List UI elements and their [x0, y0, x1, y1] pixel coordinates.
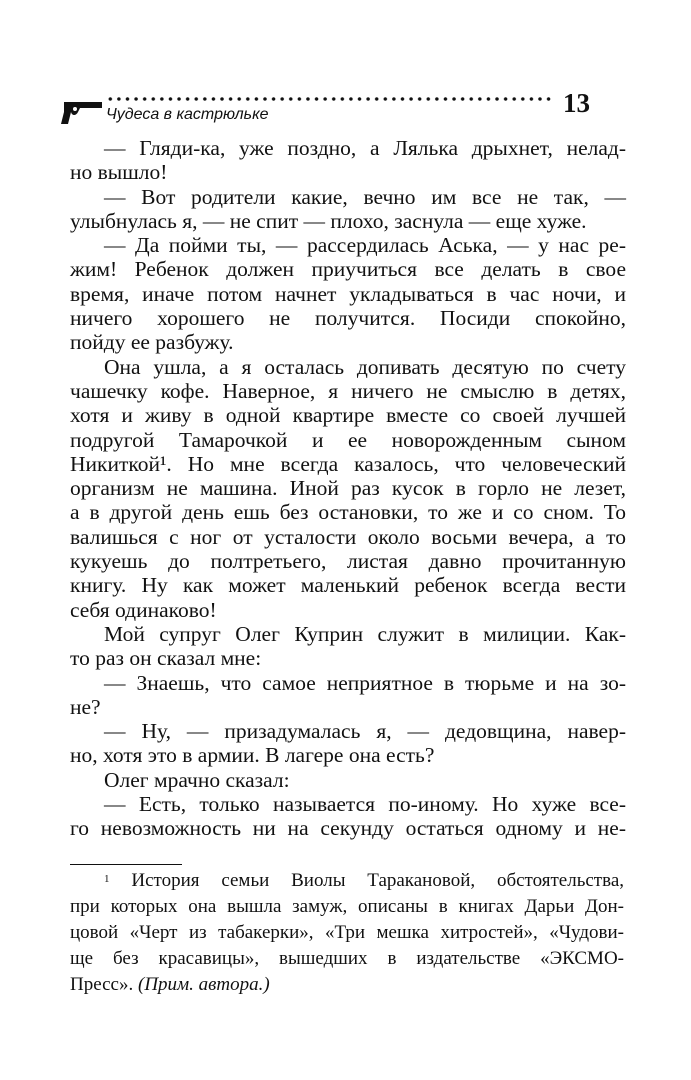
page-number: 13 [563, 88, 590, 118]
author-note: (Прим. автора.) [138, 974, 270, 995]
text-line: а в другой день ешь без остановки, то же и со сном. То [70, 500, 626, 525]
footnote-line: ще без красавицы», вышедших в издательстве «ЭКСМО- [70, 948, 624, 969]
text-line: себя одинаково! [70, 597, 217, 622]
text-line: — Вот родители какие, вечно им все не так, — [104, 184, 626, 209]
text-line: чашечку кофе. Наверное, я ничего не смыслю в детях, [70, 378, 626, 403]
footnote-line: цовой «Черт из табакерки», «Три мешка хитростей», «Чудови- [70, 922, 624, 943]
footnote [70, 868, 624, 998]
text-line: Олег мрачно сказал: [104, 767, 290, 792]
text-line: организм не машина. Иной раз кусок в горло не лезет, [70, 476, 626, 501]
text-line: время, иначе потом начнет укладываться в час ночи, и [70, 281, 626, 306]
text-line: кукуешь до полтретьего, листая давно прочитанную [70, 549, 626, 574]
text-line: Никиткой¹. Но мне всегда казалось, что человеческий [70, 451, 626, 476]
header-dot-leader [106, 96, 554, 102]
text-line: ничего хорошего не получится. Посиди спокойно, [70, 306, 626, 331]
text-line: но вышло! [70, 160, 168, 185]
footnote-line [70, 868, 624, 894]
text-line: Она ушла, а я осталась допивать десятую по счету [104, 354, 626, 379]
text-line: улыбнулась я, — не спит — плохо, заснула — еще хуже. [70, 208, 587, 233]
revolver-icon [60, 98, 104, 126]
running-title: Чудеса в кастрюльке [106, 106, 269, 123]
text-line: — Ну, — призадумалась я, — дедовщина, навер- [104, 719, 626, 744]
text-line: валишься с ног от усталости около восьми вечера, а то [70, 524, 626, 549]
text-line: хотя и живу в одной квартире вместе со своей лучшей [70, 403, 626, 428]
text-line: подругой Тамарочкой и ее новорожденным сыном [70, 427, 626, 452]
text-line: книгу. Ну как может маленький ребенок всегда вести [70, 573, 626, 598]
footnote-text: История семьи Виолы Таракановой, обстоятельства, [131, 870, 625, 891]
text-line: — Есть, только называется по-иному. Но хуже все- [104, 792, 626, 817]
text-line: го невозможность ни на секунду остаться одному и не- [70, 816, 626, 841]
text-line: — Гляди-ка, уже поздно, а Лялька дрыхнет, нелад- [104, 136, 626, 160]
footnote-line: при которых она вышла замуж, описаны в книгах Дарьи Дон- [70, 896, 624, 917]
footnote-marker: 1 [104, 873, 110, 885]
text-line: пойду ее разбужу. [70, 330, 234, 355]
text-line: Мой супруг Олег Куприн служит в милиции. Как- [104, 621, 626, 646]
footnote-rule [70, 864, 182, 865]
text-line: жим! Ребенок должен приучиться все делать в свое [70, 257, 626, 282]
text-line: — Да пойми ты, — рассердилась Аська, — у нас ре- [104, 233, 626, 258]
text-line: то раз он сказал мне: [70, 646, 262, 671]
text-line: не? [70, 694, 101, 719]
footnote-line: Пресс». [70, 974, 134, 995]
text-line: но, хотя это в армии. В лагере она есть? [70, 743, 435, 768]
body-text [70, 136, 626, 841]
text-line: — Знаешь, что самое неприятное в тюрьме и на зо- [104, 670, 626, 695]
